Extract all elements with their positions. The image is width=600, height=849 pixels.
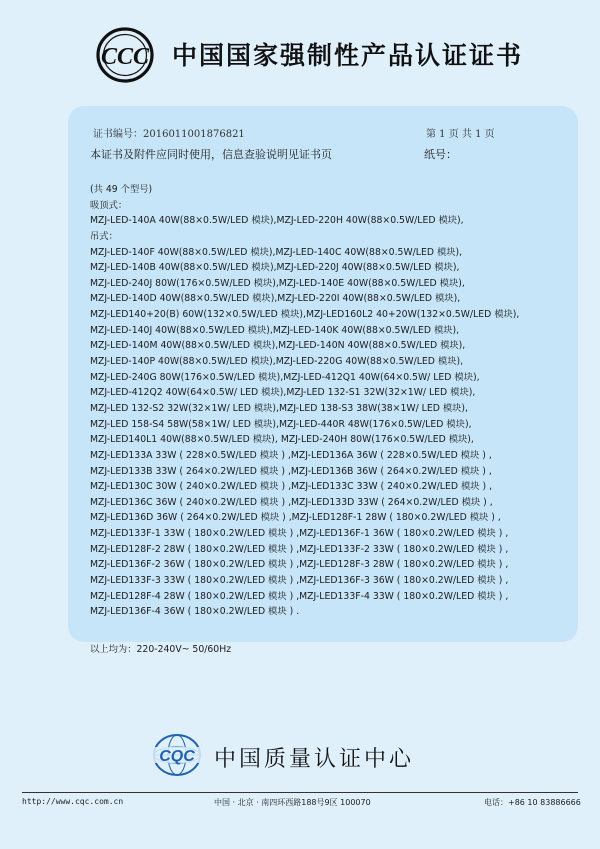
model-list-line: MZJ-LED128F-4 28W ( 180×0.2W/LED 模块 ) ,MZJ-LED133F-4 33W ( 180×0.2W/LED 模块 ) , [90, 590, 509, 602]
model-list-line: 吸顶式： [90, 199, 128, 211]
model-list-line: MZJ-LED136D 36W ( 264×0.2W/LED 模块 ) ,MZJ-LED128F-1 28W ( 180×0.2W/LED 模块 ) , [90, 512, 501, 524]
model-list-line: MZJ-LED-140P 40W(88×0.5W/LED 模块),MZJ-LED-220G 40W(88×0.5W/LED 模块), [90, 356, 464, 368]
model-list-line: MZJ-LED128F-2 28W ( 180×0.2W/LED 模块 ) ,MZJ-LED133F-2 33W ( 180×0.2W/LED 模块 ) , [90, 543, 509, 555]
model-list-line: MZJ-LED140L1 40W(88×0.5W/LED 模块), MZJ-LED-240H 80W(176×0.5W/LED 模块), [90, 434, 474, 446]
model-list-line: MZJ-LED-140A 40W(88×0.5W/LED 模块),MZJ-LED-220H 40W(88×0.5W/LED 模块), [90, 215, 464, 227]
voltage-rating: 以上均为：220-240V~ 50/60Hz [90, 644, 232, 655]
footer-website: http://www.cqc.com.cn [22, 797, 124, 806]
model-list-line: MZJ-LED-412Q2 40W(64×0.5W/ LED 模块),MZJ-LED 132-S1 32W(32×1W/ LED 模块), [90, 387, 476, 399]
footer-phone: 电话：+86 10 83886666 [484, 798, 581, 807]
paper-number-label: 纸号： [424, 148, 457, 161]
model-list-line: MZJ-LED130C 30W ( 240×0.2W/LED 模块 ) ,MZJ-LED133C 33W ( 240×0.2W/LED 模块 ) , [90, 481, 493, 493]
model-list-line: (共 49 个型号) [90, 184, 153, 195]
model-list-line: MZJ-LED-140J 40W(88×0.5W/LED 模块),MZJ-LED-140K 40W(88×0.5W/LED 模块), [90, 324, 460, 336]
organization-name: 中国质量认证中心 [214, 747, 415, 772]
model-list-line: MZJ-LED-140B 40W(88×0.5W/LED 模块),MZJ-LED-220J 40W(88×0.5W/LED 模块), [90, 262, 460, 274]
model-list-line: MZJ-LED133A 33W ( 228×0.5W/LED 模块 ) ,MZJ-LED136A 36W ( 228×0.5W/LED 模块 ) , [90, 449, 492, 461]
model-list-line: MZJ-LED 132-S2 32W(32×1W/ LED 模块),MZJ-LED 138-S3 38W(38×1W/ LED 模块), [90, 402, 469, 414]
certificate-number: 证书编号：2016011001876821 [93, 129, 245, 140]
footer-divider [22, 792, 578, 793]
model-list-line: MZJ-LED-140M 40W(88×0.5W/LED 模块),MZJ-LED-140N 40W(88×0.5W/LED 模块), [90, 340, 466, 352]
ccc-logo-icon [96, 26, 154, 84]
certificate-title: 中国国家强制性产品认证证书 [172, 41, 524, 70]
model-list-line: MZJ-LED-140F 40W(88×0.5W/LED 模块),MZJ-LED-140C 40W(88×0.5W/LED 模块), [90, 246, 463, 258]
model-list-line: MZJ-LED 158-S4 58W(58×1W/ LED 模块),MZJ-LED-440R 48W(176×0.5W/LED 模块), [90, 418, 472, 430]
usage-notice: 本证书及附件应同时使用，信息查验说明见证书页 [90, 148, 332, 161]
model-list-line: MZJ-LED133B 33W ( 264×0.2W/LED 模块 ) ,MZJ-LED136B 36W ( 264×0.2W/LED 模块 ) , [90, 465, 492, 477]
page-info: 第 1 页 共 1 页 [426, 129, 495, 140]
model-list-line: MZJ-LED136F-2 36W ( 180×0.2W/LED 模块 ) ,MZJ-LED128F-3 28W ( 180×0.2W/LED 模块 ) , [90, 559, 509, 571]
model-list-line: MZJ-LED136C 36W ( 240×0.2W/LED 模块 ) ,MZJ-LED133D 33W ( 264×0.2W/LED 模块 ) , [90, 496, 493, 508]
model-list-line: MZJ-LED136F-4 36W ( 180×0.2W/LED 模块 ) . [90, 606, 300, 618]
cqc-logo-icon [146, 733, 208, 777]
model-list-line: MZJ-LED-140D 40W(88×0.5W/LED 模块),MZJ-LED-220I 40W(88×0.5W/LED 模块), [90, 293, 461, 305]
svg-text:CCC: CCC [100, 44, 150, 70]
footer-address: 中国 · 北京 · 南四环西路188号9区 100070 [214, 798, 371, 807]
model-list-line: 吊式： [90, 230, 118, 242]
model-list-line: MZJ-LED133F-1 33W ( 180×0.2W/LED 模块 ) ,MZJ-LED136F-1 36W ( 180×0.2W/LED 模块 ) , [90, 528, 509, 540]
svg-text:CQC: CQC [159, 748, 195, 765]
model-list-line: MZJ-LED140+20(B) 60W(132×0.5W/LED 模块),MZJ-LED160L2 40+20W(132×0.5W/LED 模块), [90, 309, 520, 321]
model-list-line: MZJ-LED-240J 80W(176×0.5W/LED 模块),MZJ-LED-140E 40W(88×0.5W/LED 模块), [90, 277, 465, 289]
model-list-line [90, 620, 519, 636]
model-list-line: MZJ-LED-240G 80W(176×0.5W/LED 模块),MZJ-LED-412Q1 40W(64×0.5W/ LED 模块), [90, 371, 480, 383]
model-list-line: MZJ-LED133F-3 33W ( 180×0.2W/LED 模块 ) ,MZJ-LED136F-3 36W ( 180×0.2W/LED 模块 ) , [90, 575, 509, 587]
certificate-header [0, 0, 600, 100]
model-list [90, 182, 519, 636]
